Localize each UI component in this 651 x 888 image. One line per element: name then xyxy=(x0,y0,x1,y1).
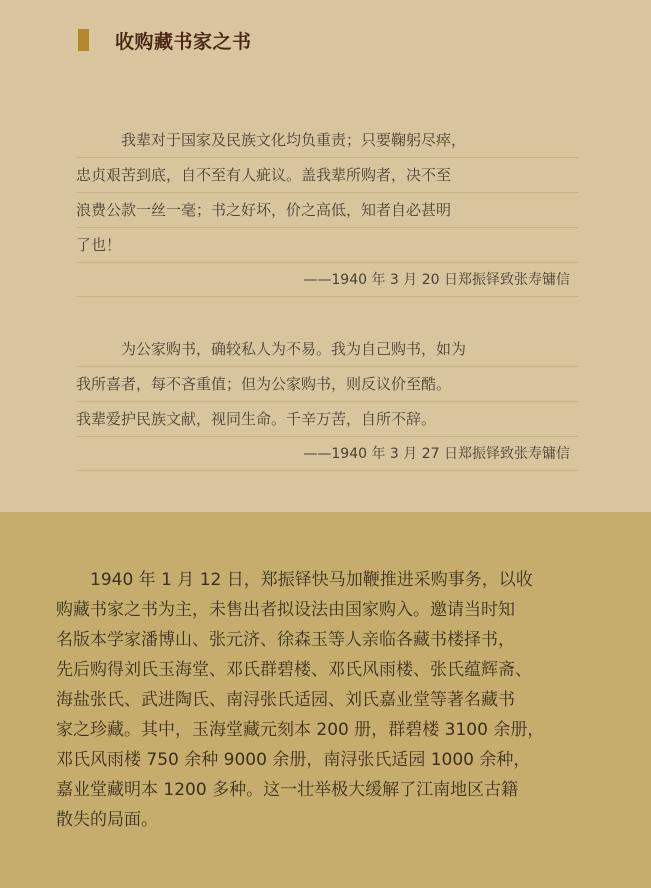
paragraph-line: 先后购得刘氏玉海堂、邓氏群碧楼、邓氏风雨楼、张氏蕴辉斋、 xyxy=(56,660,532,680)
quote-line: 我所喜者，每不吝重值；但为公家购书，则反议价至酷。 xyxy=(76,367,578,402)
paragraph-line: 购藏书家之书为主，未售出者拟设法由国家购入。邀请当时知 xyxy=(56,600,515,620)
paragraph-line: 家之珍藏。其中，玉海堂藏元刻本 200 册，群碧楼 3100 余册， xyxy=(56,720,545,740)
letter-quote-2 xyxy=(76,332,578,471)
quote-line: 我辈爱护民族文献，视同生命。千辛万苦，自所不辞。 xyxy=(76,402,578,437)
paragraph-line: 散失的局面。 xyxy=(56,810,158,830)
quote-line: 我辈对于国家及民族文化均负重责；只要鞠躬尽瘁， xyxy=(76,123,578,158)
quote-line: 忠贞艰苦到底，自不至有人疵议。盖我辈所购者，决不至 xyxy=(76,158,578,193)
paragraph-line: 邓氏风雨楼 750 余种 9000 余册，南浔张氏适园 1000 余种， xyxy=(56,750,531,770)
paragraph-line: 1940 年 1 月 12 日，郑振铎快马加鞭推进采购事务，以收 xyxy=(90,570,533,590)
quote-line: 为公家购书，确较私人为不易。我为自己购书，如为 xyxy=(76,332,578,367)
quote-signature: ——1940 年 3 月 20 日郑振铎致张寿镛信 xyxy=(76,263,578,297)
quote-signature: ——1940 年 3 月 27 日郑振铎致张寿镛信 xyxy=(76,437,578,471)
paragraph-line: 名版本学家潘博山、张元济、徐森玉等人亲临各藏书楼择书， xyxy=(56,630,515,650)
letter-quote-1 xyxy=(76,123,578,297)
paragraph-line: 嘉业堂藏明本 1200 多种。这一壮举极大缓解了江南地区古籍 xyxy=(56,780,519,800)
quote-line: 了也！ xyxy=(76,228,578,263)
title-accent-bar xyxy=(78,29,89,51)
body-paragraph xyxy=(56,565,596,835)
section-title: 收购藏书家之书 xyxy=(115,30,252,53)
section-header xyxy=(78,28,252,52)
quote-line: 浪费公款一丝一毫；书之好坏，价之高低，知者自必甚明 xyxy=(76,193,578,228)
paragraph-line: 海盐张氏、武进陶氏、南浔张氏适园、刘氏嘉业堂等著名藏书 xyxy=(56,690,515,710)
